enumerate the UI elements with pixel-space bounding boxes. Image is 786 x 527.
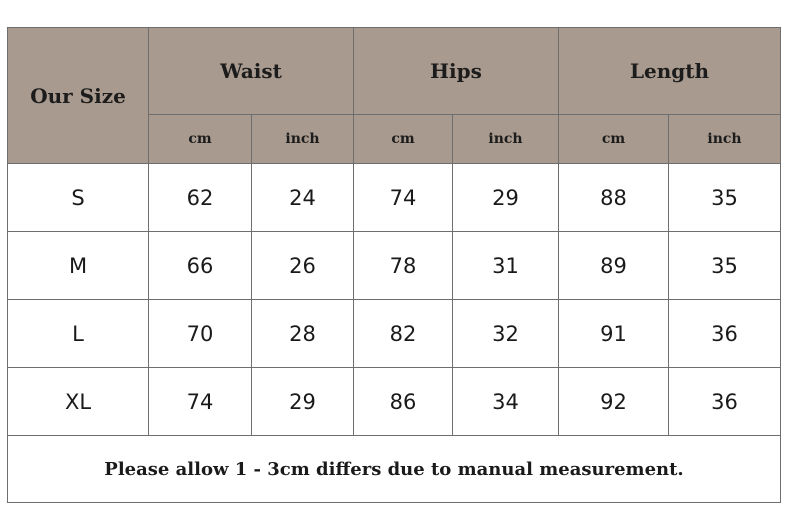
table-row (8, 368, 781, 436)
hips-cm-header: cm (354, 115, 453, 164)
waist-cm-cell: 70 (149, 300, 252, 368)
length-header: Length (559, 28, 781, 115)
waist-cm-cell: 66 (149, 232, 252, 300)
size-chart-table (7, 27, 781, 503)
length-inch-cell: 36 (669, 368, 781, 436)
length-cm-cell: 91 (559, 300, 669, 368)
hips-inch-cell: 31 (453, 232, 559, 300)
length-cm-header: cm (559, 115, 669, 164)
waist-inch-cell: 24 (252, 164, 354, 232)
table-row (8, 300, 781, 368)
header-row-groups (8, 28, 781, 115)
size-header: Our Size (8, 28, 149, 164)
hips-cm-cell: 78 (354, 232, 453, 300)
length-inch-cell: 36 (669, 300, 781, 368)
size-cell: S (8, 164, 149, 232)
hips-inch-cell: 34 (453, 368, 559, 436)
hips-inch-cell: 29 (453, 164, 559, 232)
waist-cm-cell: 62 (149, 164, 252, 232)
table-row (8, 232, 781, 300)
hips-cm-cell: 82 (354, 300, 453, 368)
size-cell: XL (8, 368, 149, 436)
waist-header: Waist (149, 28, 354, 115)
waist-cm-header: cm (149, 115, 252, 164)
length-inch-header: inch (669, 115, 781, 164)
size-cell: L (8, 300, 149, 368)
waist-inch-cell: 26 (252, 232, 354, 300)
length-cm-cell: 88 (559, 164, 669, 232)
length-cm-cell: 92 (559, 368, 669, 436)
length-cm-cell: 89 (559, 232, 669, 300)
table-row (8, 164, 781, 232)
size-cell: M (8, 232, 149, 300)
hips-header: Hips (354, 28, 559, 115)
hips-cm-cell: 86 (354, 368, 453, 436)
hips-inch-cell: 32 (453, 300, 559, 368)
length-inch-cell: 35 (669, 164, 781, 232)
waist-cm-cell: 74 (149, 368, 252, 436)
footer-row (8, 436, 781, 503)
waist-inch-header: inch (252, 115, 354, 164)
waist-inch-cell: 29 (252, 368, 354, 436)
measurement-note: Please allow 1 - 3cm differs due to manual measurement. (8, 436, 781, 503)
hips-cm-cell: 74 (354, 164, 453, 232)
waist-inch-cell: 28 (252, 300, 354, 368)
length-inch-cell: 35 (669, 232, 781, 300)
hips-inch-header: inch (453, 115, 559, 164)
